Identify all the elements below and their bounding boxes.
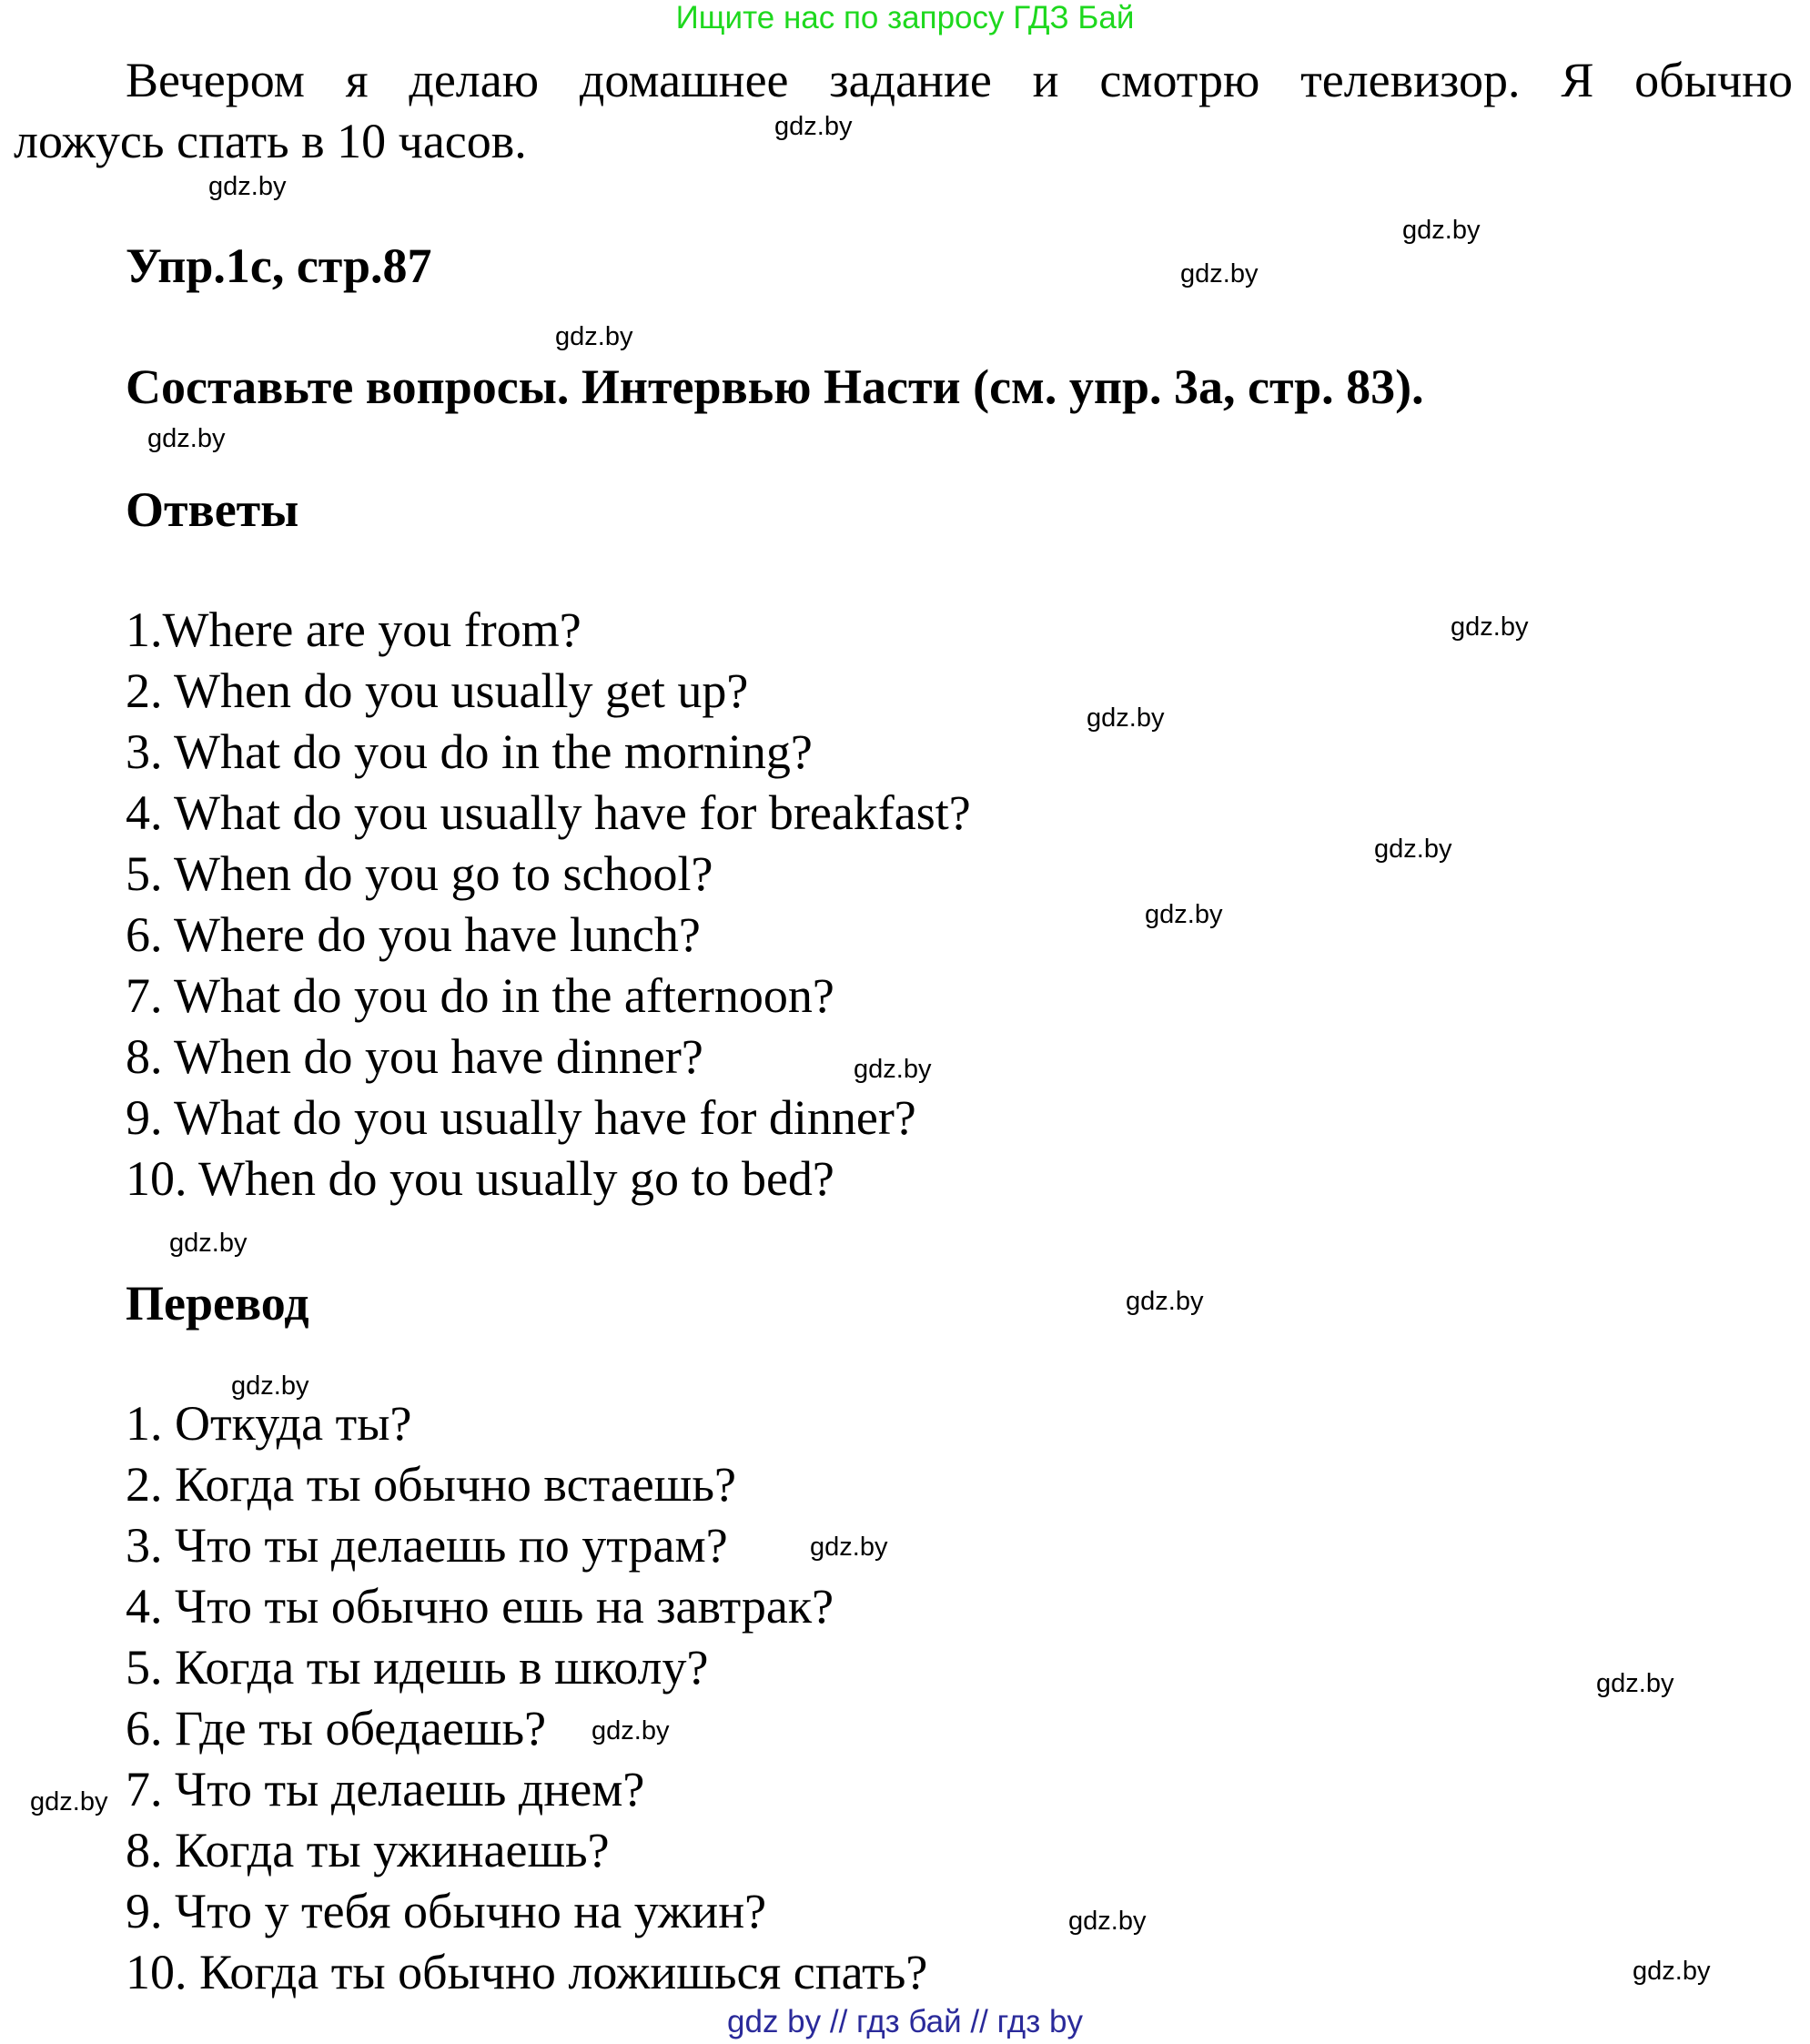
answer-item: 6. Where do you have lunch? bbox=[126, 907, 701, 962]
translation-item: 2. Когда ты обычно встаешь? bbox=[126, 1457, 736, 1512]
intro-line-2: ложусь спать в 10 часов. bbox=[14, 114, 527, 168]
answer-item: 1.Where are you from? bbox=[126, 602, 581, 657]
watermark: gdz.by bbox=[810, 1533, 888, 1562]
answer-item: 5. When do you go to school? bbox=[126, 846, 713, 901]
translation-item: 1. Откуда ты? bbox=[126, 1396, 412, 1451]
task-instruction: Составьте вопросы. Интервью Насти (см. упр. 3a, стр. 83). bbox=[126, 359, 1424, 414]
watermark: gdz.by bbox=[147, 424, 226, 453]
watermark: gdz.by bbox=[169, 1229, 248, 1258]
watermark: gdz.by bbox=[854, 1055, 932, 1084]
watermark: gdz.by bbox=[1402, 216, 1481, 245]
answer-item: 3. What do you do in the morning? bbox=[126, 724, 813, 779]
answers-heading: Ответы bbox=[126, 482, 299, 537]
translation-item: 9. Что у тебя обычно на ужин? bbox=[126, 1884, 767, 1938]
watermark: gdz.by bbox=[1087, 703, 1165, 733]
translation-item: 10. Когда ты обычно ложишься спать? bbox=[126, 1945, 928, 1999]
watermark: gdz.by bbox=[208, 172, 287, 201]
answer-item: 4. What do you usually have for breakfast? bbox=[126, 785, 971, 840]
translation-item: 5. Когда ты идешь в школу? bbox=[126, 1640, 709, 1695]
bottom-banner: gdz by // гдз бай // гдз by bbox=[727, 2004, 1083, 2039]
translation-item: 6. Где ты обедаешь? bbox=[126, 1701, 547, 1756]
translation-item: 7. Что ты делаешь днем? bbox=[126, 1762, 645, 1816]
watermark: gdz.by bbox=[1068, 1907, 1147, 1936]
watermark: gdz.by bbox=[774, 112, 853, 141]
watermark: gdz.by bbox=[555, 322, 633, 351]
watermark: gdz.by bbox=[231, 1371, 309, 1401]
watermark: gdz.by bbox=[1451, 612, 1529, 642]
top-banner: Ищите нас по запросу ГДЗ Бай bbox=[675, 0, 1135, 35]
translation-item: 4. Что ты обычно ешь на завтрак? bbox=[126, 1579, 834, 1634]
watermark: gdz.by bbox=[1596, 1669, 1674, 1698]
answer-item: 10. When do you usually go to bed? bbox=[126, 1151, 834, 1206]
watermark: gdz.by bbox=[1145, 900, 1223, 929]
answer-item: 9. What do you usually have for dinner? bbox=[126, 1090, 916, 1145]
watermark: gdz.by bbox=[1126, 1287, 1204, 1316]
translation-item: 8. Когда ты ужинаешь? bbox=[126, 1823, 610, 1877]
answer-item: 7. What do you do in the afternoon? bbox=[126, 968, 834, 1023]
answer-item: 2. When do you usually get up? bbox=[126, 663, 749, 718]
watermark: gdz.by bbox=[1180, 259, 1259, 288]
watermark: gdz.by bbox=[1374, 835, 1452, 864]
intro-line-1: Вечером я делаю домашнее задание и смотрю телевизор. Я обычно bbox=[126, 53, 1793, 107]
exercise-title: Упр.1c, стр.87 bbox=[126, 238, 432, 293]
answer-item: 8. When do you have dinner? bbox=[126, 1029, 703, 1084]
watermark: gdz.by bbox=[1633, 1957, 1711, 1986]
watermark: gdz.by bbox=[30, 1787, 108, 1816]
translation-item: 3. Что ты делаешь по утрам? bbox=[126, 1518, 728, 1573]
watermark: gdz.by bbox=[592, 1716, 670, 1745]
translation-heading: Перевод bbox=[126, 1276, 309, 1331]
